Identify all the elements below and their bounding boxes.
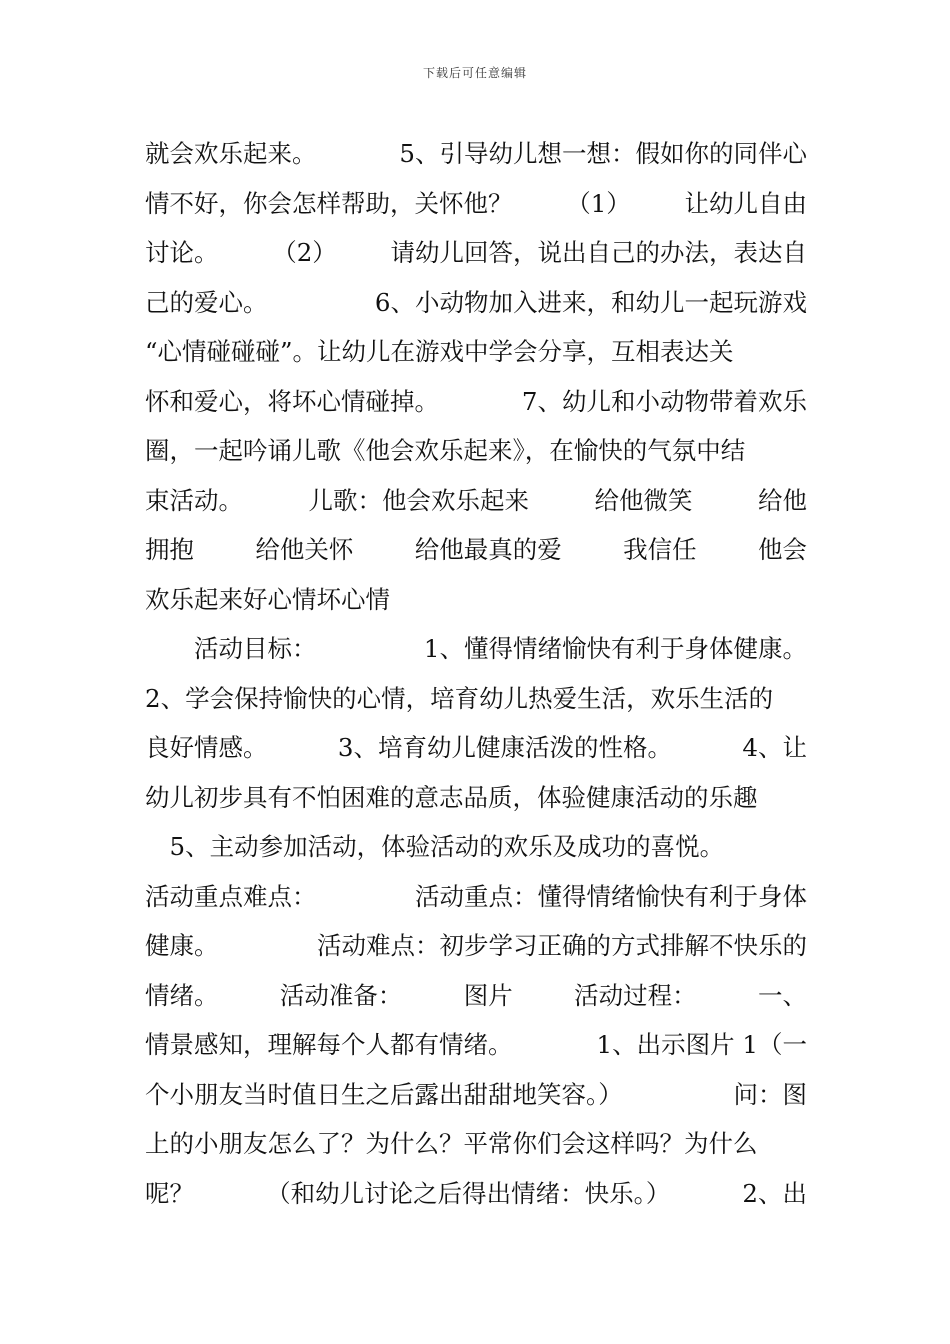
text-segment: 讨论。 <box>145 238 219 267</box>
text-segment: 给他微笑 <box>594 485 693 515</box>
text-segment: 5、引导幼儿想一想：假如你的同伴心 <box>399 139 807 168</box>
text-segment: 活动过程： <box>574 980 697 1010</box>
text-segment: 活动目标： <box>145 634 317 663</box>
text-segment: 健康。 <box>145 931 219 960</box>
text-segment: 我信任 <box>623 535 697 564</box>
text-segment: （2） <box>272 238 337 267</box>
text-segment: 问：图 <box>733 1079 807 1109</box>
text-segment: 给他 <box>758 485 807 515</box>
text-line <box>145 1020 807 1070</box>
text-segment: 3、培育幼儿健康活泼的性格。 <box>337 733 672 762</box>
text-line <box>145 525 807 575</box>
text-line <box>145 575 807 625</box>
text-segment: （和幼儿讨论之后得出情绪：快乐。） <box>266 1178 671 1208</box>
text-segment: 4、让 <box>742 733 807 762</box>
text-segment: 让幼儿自由 <box>684 188 807 218</box>
text-line <box>145 773 807 823</box>
text-segment: 束活动。 <box>145 485 243 515</box>
text-segment: 2、学会保持愉快的心情，培育幼儿热爱生活，欢乐生活的 <box>145 683 774 713</box>
text-segment: 欢乐起来好心情坏心情 <box>145 584 390 614</box>
text-segment: 活动准备： <box>279 980 403 1010</box>
text-line <box>145 1169 807 1219</box>
text-line <box>145 179 807 229</box>
text-segment: 6、小动物加入进来，和幼儿一起玩游戏 <box>374 287 807 317</box>
text-line <box>145 278 807 328</box>
text-segment: 上的小朋友怎么了？为什么？平常你们会这样吗？为什么 <box>145 1129 758 1158</box>
text-line <box>145 674 807 724</box>
text-line <box>145 624 807 674</box>
text-line <box>145 377 807 427</box>
text-segment: 5、主动参加活动，体验活动的欢乐及成功的喜悦。 <box>145 832 725 861</box>
text-line <box>145 426 807 476</box>
text-segment: 活动重点难点： <box>145 881 317 911</box>
page-header: 下载后可任意编辑 <box>422 66 527 80</box>
text-segment: 良好情感。 <box>145 733 268 762</box>
text-segment: 儿歌：他会欢乐起来 <box>308 485 529 515</box>
text-segment: 活动重点：懂得情绪愉快有利于身体 <box>415 881 807 911</box>
text-segment: 1、出示图片 1（一 <box>596 1030 807 1059</box>
text-line <box>145 971 807 1021</box>
text-line <box>145 1119 807 1169</box>
text-segment: 呢？ <box>145 1178 194 1208</box>
text-segment: 就会欢乐起来。 <box>145 139 317 168</box>
text-line <box>145 872 807 922</box>
text-segment: 给他关怀 <box>255 535 354 564</box>
text-segment: 2、出 <box>742 1178 807 1208</box>
text-line <box>145 228 807 278</box>
text-line <box>145 327 807 377</box>
text-line <box>145 1070 807 1120</box>
text-segment: 活动难点：初步学习正确的方式排解不快乐的 <box>317 931 807 960</box>
document-body <box>145 129 807 1218</box>
text-segment: 拥抱 <box>145 535 194 564</box>
text-segment: 7、幼儿和小动物带着欢乐 <box>521 386 807 416</box>
text-line <box>145 822 807 872</box>
text-segment: “心情碰碰碰”。让幼儿在游戏中学会分享，互相表达关 <box>145 337 734 366</box>
text-segment: 个小朋友当时值日生之后露出甜甜地笑容。） <box>145 1079 623 1109</box>
text-segment: 幼儿初步具有不怕困难的意志品质，体验健康活动的乐趣 <box>145 782 758 812</box>
text-segment: 一、 <box>758 980 807 1010</box>
text-segment: （1） <box>566 188 631 218</box>
text-segment: 请幼儿回答，说出自己的办法，表达自 <box>390 238 807 267</box>
text-segment: 图片 <box>463 980 513 1010</box>
text-segment: 情绪。 <box>145 980 219 1010</box>
text-segment: 给他最真的爱 <box>414 535 562 564</box>
text-segment: 他会 <box>758 535 807 564</box>
text-segment: 己的爱心。 <box>145 287 268 317</box>
text-segment: 情不好，你会怎样帮助，关怀他？ <box>145 188 513 218</box>
text-segment: 情景感知，理解每个人都有情绪。 <box>145 1030 513 1059</box>
text-line <box>145 129 807 179</box>
text-line <box>145 476 807 526</box>
text-line <box>145 723 807 773</box>
text-segment: 怀和爱心，将坏心情碰掉。 <box>145 386 439 416</box>
text-segment: 1、懂得情绪愉快有利于身体健康。 <box>423 634 807 663</box>
text-segment: 圈，一起吟诵儿歌《他会欢乐起来》，在愉快的气氛中结 <box>145 436 746 465</box>
text-line <box>145 921 807 971</box>
